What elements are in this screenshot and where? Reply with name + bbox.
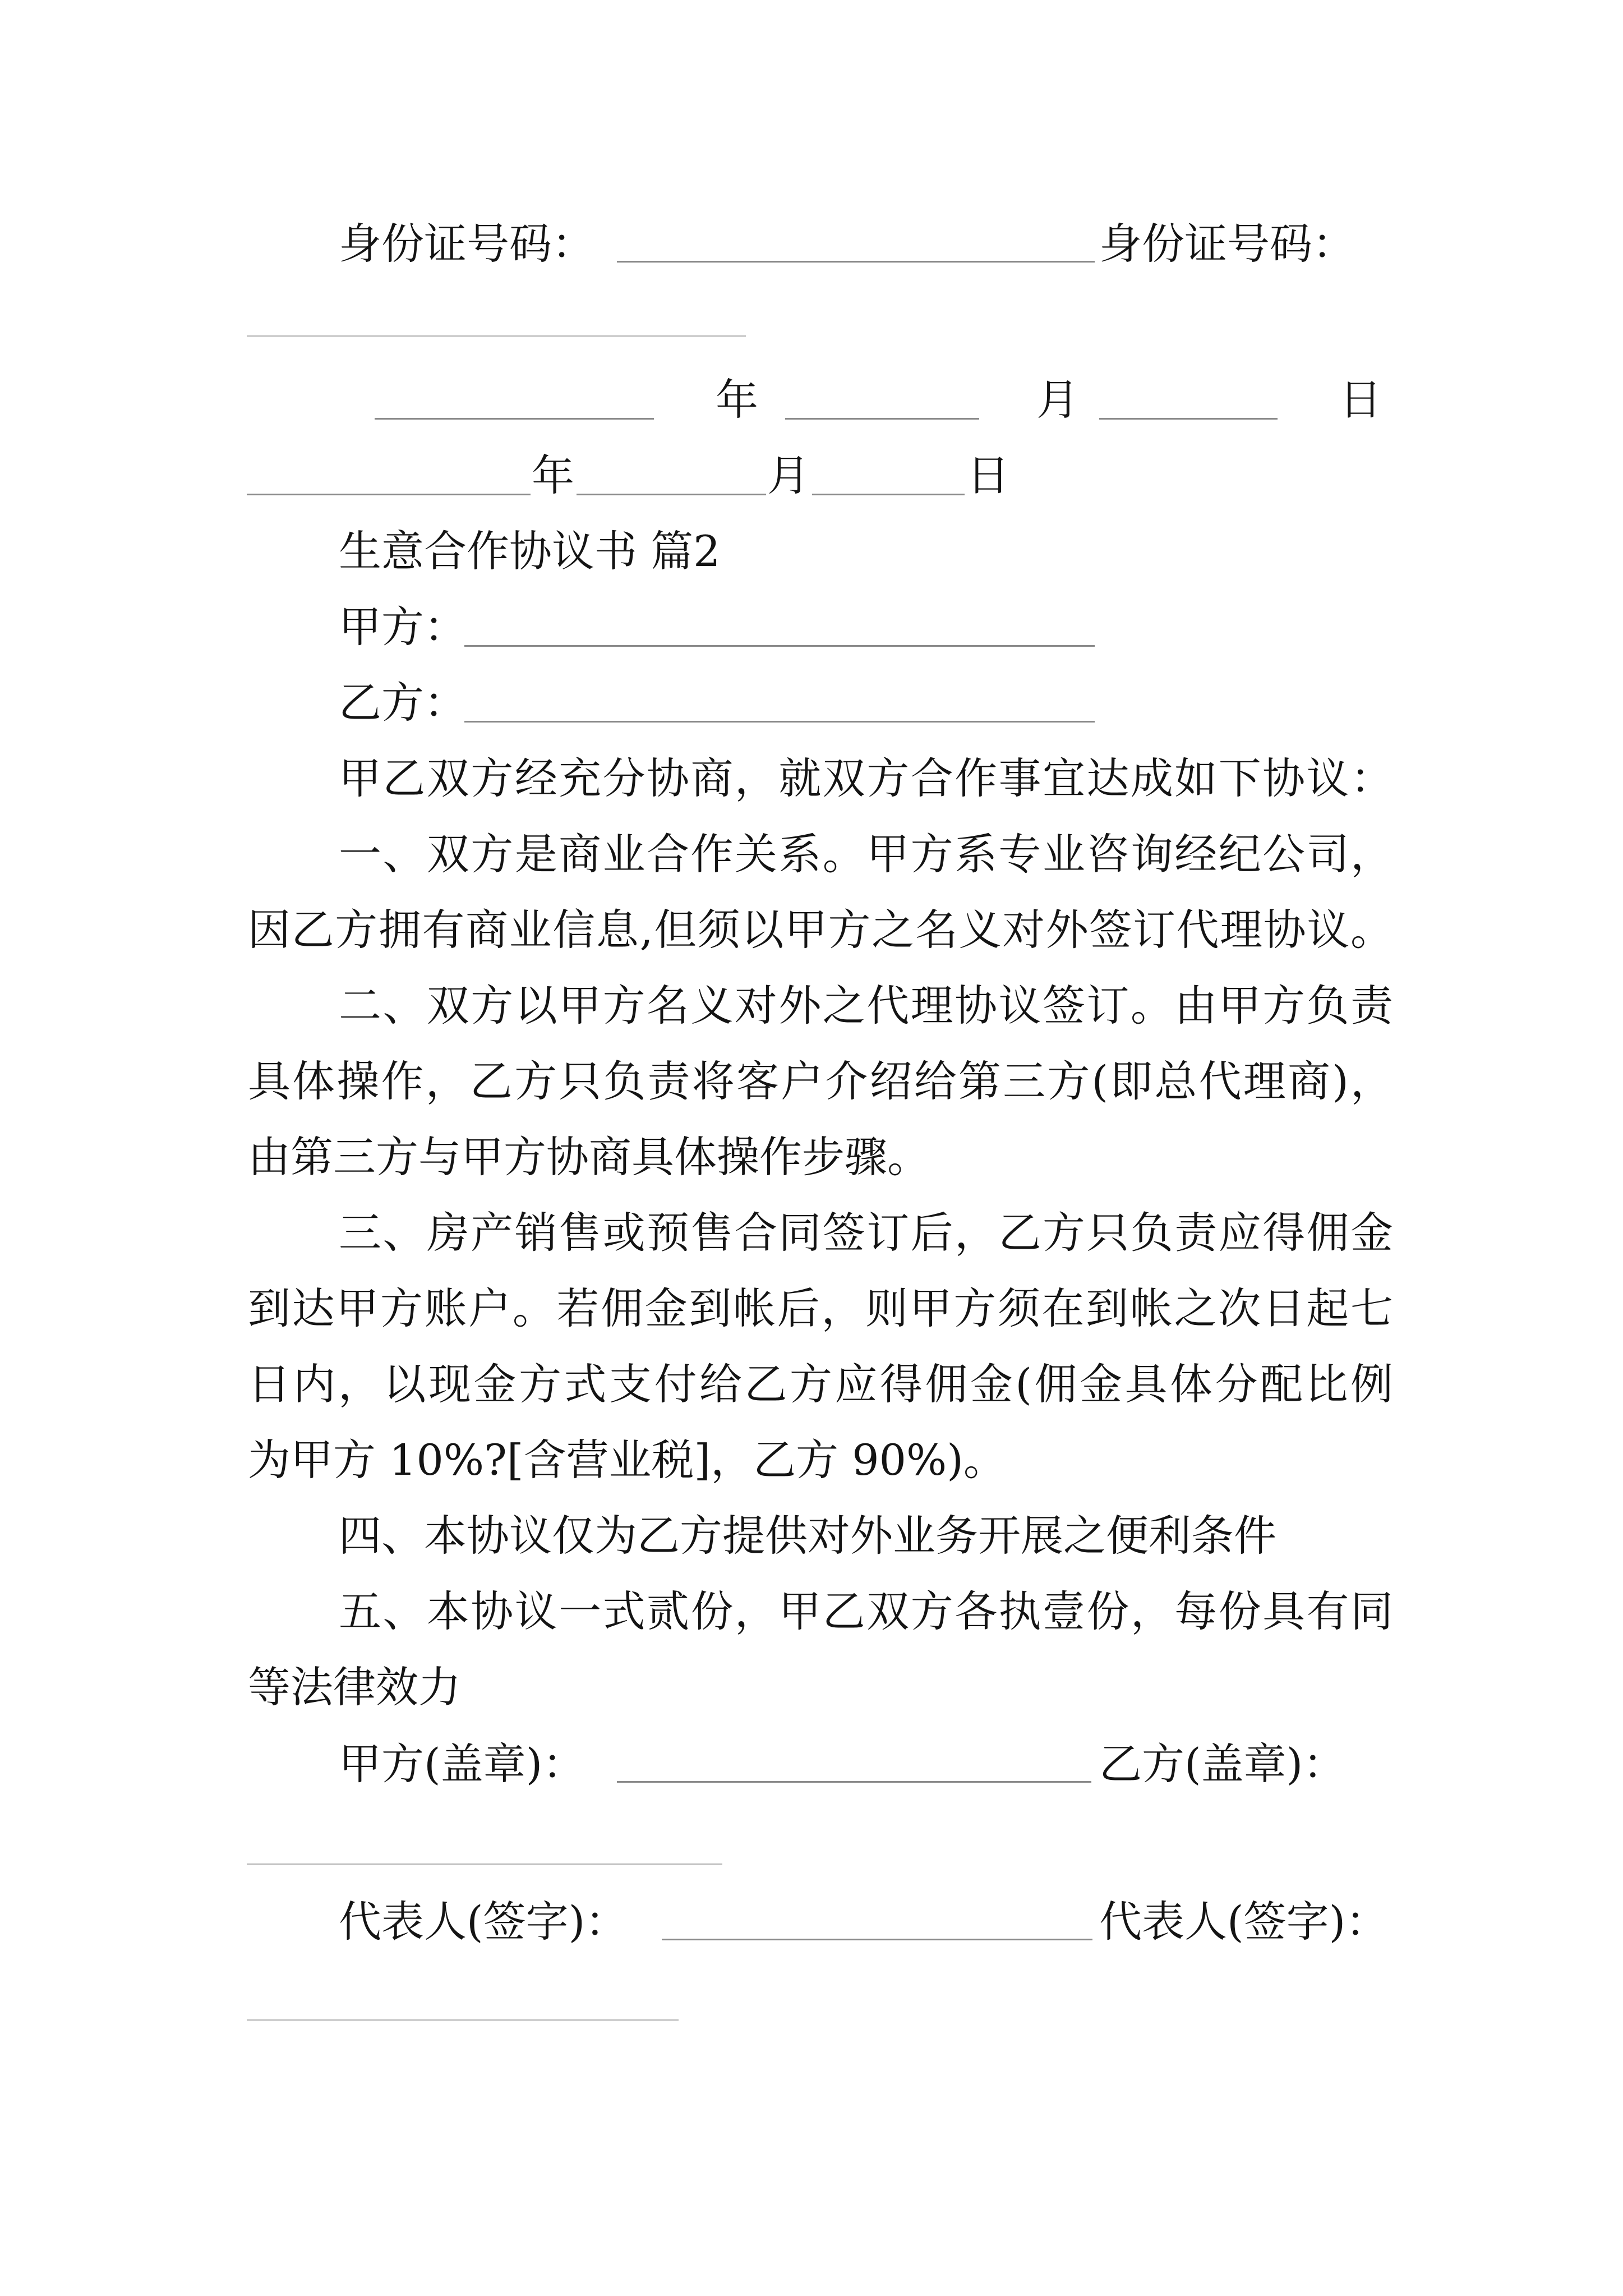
date-day-blank-b (812, 494, 965, 495)
seal-b-label: 乙方(盖章)： (1099, 1739, 1346, 1789)
date-day-blank-a (1099, 418, 1278, 420)
date-year-blank-b (247, 494, 531, 495)
clause-5-line-1: 五、本协议一式贰份，甲乙双方各执壹份，每份具有同 (339, 1586, 1393, 1636)
seal-b-blank (247, 1864, 722, 1865)
id-number-blank-b (247, 335, 746, 337)
rep-a-blank (662, 1939, 1092, 1940)
seal-a-blank (617, 1781, 1091, 1783)
rep-a-label: 代表人(签字)： (339, 1897, 628, 1947)
clause-3-line-1: 三、房产销售或预售合同签订后，乙方只负责应得佣金 (339, 1208, 1393, 1258)
rep-b-label: 代表人(签字)： (1099, 1897, 1389, 1947)
id-number-blank-a (617, 261, 1095, 263)
clause-2-line-2: 具体操作，乙方只负责将客户介绍给第三方(即总代理商)， (248, 1056, 1393, 1106)
rep-b-blank (247, 2019, 679, 2021)
intro-paragraph: 甲乙双方经充分协商，就双方合作事宜达成如下协议： (339, 753, 1393, 803)
id-number-label-a: 身份证号码： (339, 219, 594, 269)
clause-3-line-4: 为甲方 10%?[含营业税]，乙方 90%)。 (248, 1435, 1006, 1485)
date-day-label-a: 日 (1339, 375, 1382, 425)
clause-2-line-1: 二、双方以甲方名义对外之代理协议签订。由甲方负责 (339, 981, 1393, 1030)
clause-3-line-3: 日内，以现金方式支付给乙方应得佣金(佣金具体分配比例 (248, 1359, 1393, 1409)
clause-3-line-2: 到达甲方账户。若佣金到帐后，则甲方须在到帐之次日起七 (248, 1283, 1393, 1333)
clause-4-line-1: 四、本协议仅为乙方提供对外业务开展之便利条件 (339, 1511, 1276, 1561)
date-year-label-b: 年 (532, 450, 574, 500)
clause-5-line-2: 等法律效力 (248, 1662, 461, 1712)
clause-1-line-2: 因乙方拥有商业信息,但须以甲方之名义对外签订代理协议。 (248, 905, 1393, 955)
section-title: 生意合作协议书 篇2 (339, 526, 721, 576)
date-year-blank-a (375, 418, 654, 420)
id-number-label-b: 身份证号码： (1099, 219, 1355, 269)
date-month-blank-b (577, 494, 766, 495)
clause-2-line-3: 由第三方与甲方协商具体操作步骤。 (248, 1132, 930, 1182)
date-month-blank-a (785, 418, 979, 420)
date-month-label-b: 月 (767, 450, 810, 500)
date-day-label-b: 日 (967, 450, 1009, 500)
clause-1-line-1: 一、双方是商业合作关系。甲方系专业咨询经纪公司， (339, 829, 1393, 879)
date-year-label-a: 年 (716, 375, 758, 425)
seal-a-label: 甲方(盖章)： (339, 1739, 585, 1789)
party-b-blank (464, 721, 1095, 723)
party-a-blank (464, 645, 1095, 647)
party-b-label: 乙方： (339, 678, 467, 728)
party-a-label: 甲方： (339, 602, 467, 652)
date-month-label-a: 月 (1036, 375, 1079, 425)
